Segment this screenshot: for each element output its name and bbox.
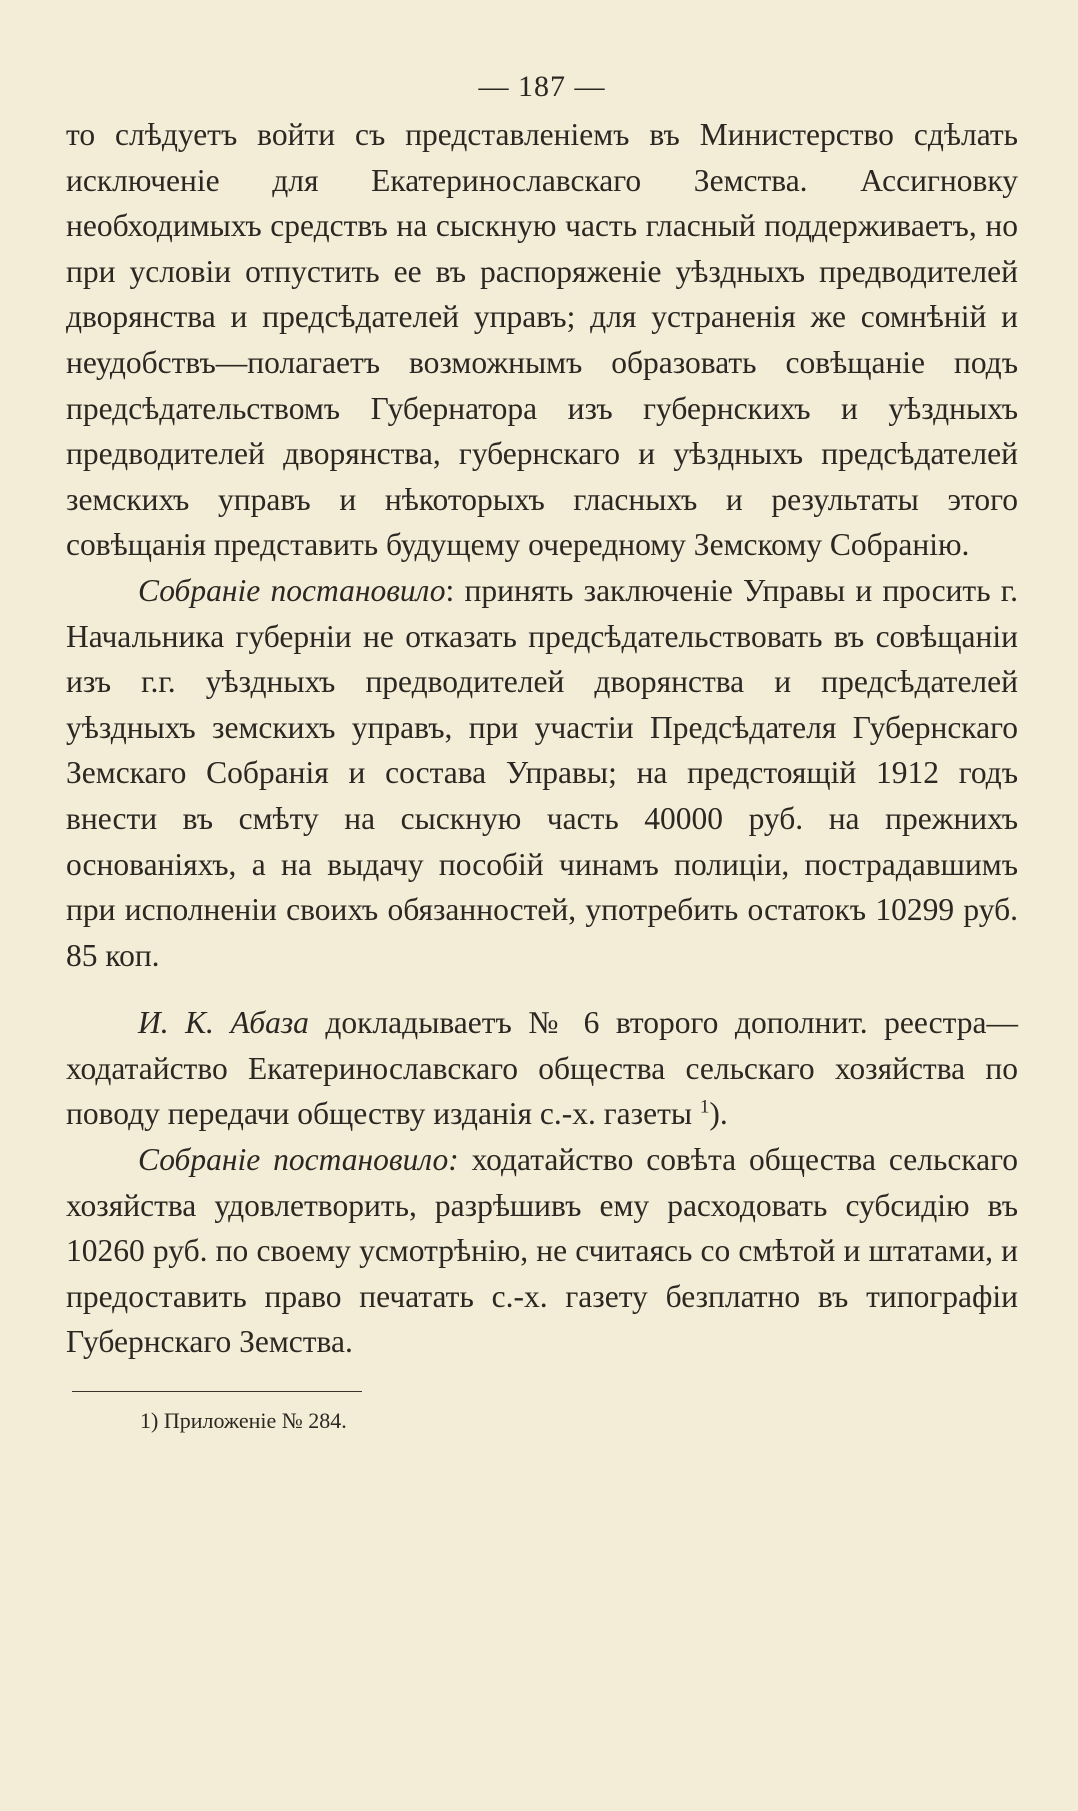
resolution-lead: Собраніе постановило (138, 572, 446, 608)
paragraph-1 (66, 112, 1018, 568)
paragraph-2-text: : принять заключеніе Управы и просить г. Начальника губерніи не отказать предсѣдательствовать въ совѣщаніи изъ г.г. уѣздныхъ предводителей дворянства и предсѣдателей уѣздныхъ земскихъ управъ, при участіи Предсѣдателя Губернскаго Земскаго Собранія и состава Управы; на предстоящій 1912 годъ внести въ смѣту на сыскную часть 40000 руб. на прежнихъ основаніяхъ, а на выдачу пособій чинамъ полиціи, пострадавшимъ при исполненіи своихъ обязанностей, употребить остатокъ 10299 руб. 85 коп. (66, 572, 1019, 973)
resolution-lead: Собраніе постановило: (138, 1142, 459, 1178)
paragraph-gap (66, 978, 1018, 1000)
paragraph-4 (66, 1137, 1018, 1365)
speaker-name: И. К. Абаза (138, 1005, 309, 1041)
paragraph-2 (66, 568, 1018, 978)
footnote: 1) Приложеніе № 284. (140, 1408, 347, 1434)
footnote-ref: 1 (699, 1096, 710, 1118)
paragraph-4-text: ходатайство совѣта общества сельскаго хозяйства удовлетворить, разрѣшивъ ему расходовать субсидію въ 10260 руб. по своему усмотрѣнію, не считаясь со смѣтой и штатами, и предоставить право печатать с.-х. газету безплатно въ типографіи Губернскаго Земства. (66, 1142, 1018, 1360)
page-number: — 187 — (478, 70, 606, 103)
paragraph-3-text: докладываетъ № 6 второго дополнит. реестра—ходатайство Екатеринославскаго общества сельскаго хозяйства по поводу передачи обществу изданія с.-х. газеты (66, 1005, 1018, 1132)
footnote-divider (72, 1391, 362, 1392)
paragraph-3-tail: ). (709, 1096, 728, 1132)
paragraph-3 (66, 1000, 1018, 1137)
paragraph-1-text: то слѣдуетъ войти съ представленіемъ въ Министерство сдѣлать исключеніе для Екатеринославскаго Земства. Ассигновку необходимыхъ средствъ на сыскную часть гласный поддерживаетъ, но при условіи отпустить ее въ распоряженіе уѣздныхъ предводителей дворянства и предсѣдателей управъ; для устраненія же сомнѣній и неудобствъ—полагаетъ возможнымъ образовать совѣщаніе подъ предсѣдательствомъ Губернатора изъ губернскихъ и уѣздныхъ предводителей дворянства, губернскаго и уѣздныхъ предсѣдателей земскихъ управъ и нѣкоторыхъ гласныхъ и результаты этого совѣщанія представить будущему очередному Земскому Собранію. (66, 117, 1018, 563)
body-text (66, 112, 1018, 1365)
